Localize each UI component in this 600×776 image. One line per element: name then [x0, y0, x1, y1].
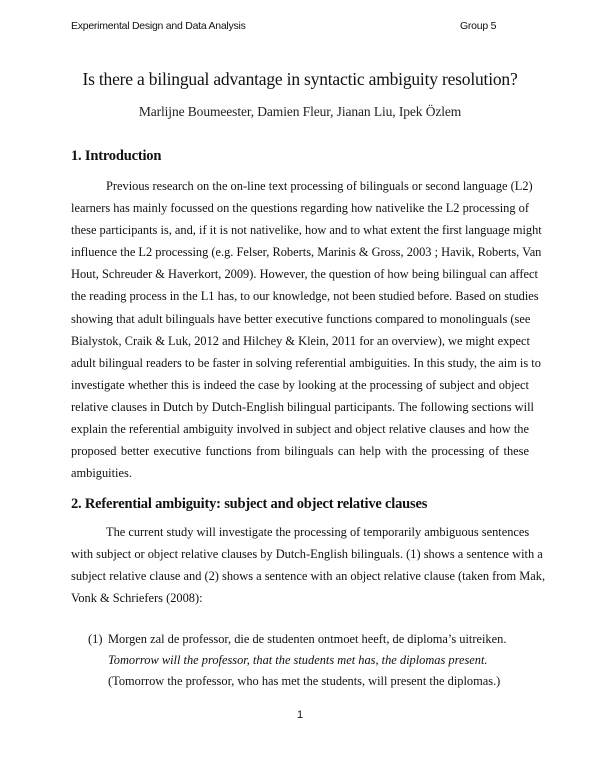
paragraph-line: Hout, Schreuder & Haverkort, 2009). However, the question of how being bilingual can affect [71, 267, 538, 282]
paragraph-line: learners has mainly focussed on the questions regarding how nativelike the L2 processing of [71, 201, 529, 216]
paragraph-line: subject relative clause and (2) shows a sentence with an object relative clause (taken from Mak, [71, 569, 546, 584]
referential-ambiguity-paragraph [71, 521, 546, 609]
paper-title: Is there a bilingual advantage in syntactic ambiguity resolution? [82, 69, 518, 89]
page-number: 1 [296, 709, 304, 721]
paper-authors: Marlijne Boumeester, Damien Fleur, Jianan Liu, Ipek Özlem [138, 104, 462, 119]
section-heading-introduction: 1. Introduction [71, 148, 162, 164]
paragraph-line: showing that adult bilinguals have better executive functions compared to monolinguals (see [71, 311, 531, 326]
example-number: (1) [88, 632, 103, 646]
header-course-title: Experimental Design and Data Analysis [71, 20, 246, 32]
paragraph-line: proposed better executive functions from bilinguals can help with the processing of these [71, 444, 529, 459]
example-dutch-sentence: Morgen zal de professor, die de studenten ontmoet heeft, de diploma’s uitreiken. [108, 632, 507, 646]
paragraph-line: Previous research on the on-line text processing of bilinguals or second language (L2) [106, 179, 533, 193]
paragraph-line: ambiguities. [71, 466, 132, 481]
paragraph-line: Bialystok, Craik & Luk, 2012 and Hilchey & Klein, 2011 for an overview), we might expect [71, 333, 530, 348]
paragraph-line: adult bilingual readers to be faster in solving referential ambiguities. In this study, the aim is to [71, 355, 541, 370]
paragraph-line: with subject or object relative clauses by Dutch-English bilinguals. (1) shows a sentence with a [71, 547, 543, 562]
paragraph-line: Vonk & Schriefers (2008): [71, 591, 203, 606]
introduction-paragraph [71, 175, 542, 484]
paragraph-line: these participants is, and, if it is not nativelike, how and to what extent the first language might [71, 223, 542, 238]
paragraph-line: the reading process in the L1 has, to our knowledge, not been studied before. Based on studies [71, 289, 539, 304]
example-gloss: Tomorrow will the professor, that the students met has, the diplomas present. [108, 653, 488, 667]
header-group-label: Group 5 [460, 20, 497, 32]
paragraph-line: influence the L2 processing (e.g. Felser, Roberts, Marinis & Gross, 2003 ; Havik, Roberts, Van [71, 245, 542, 260]
section-heading-referential-ambiguity: 2. Referential ambiguity: subject and object relative clauses [71, 496, 428, 512]
paragraph-line: relative clauses in Dutch by Dutch-English bilingual participants. The following sections will [71, 399, 534, 414]
paragraph-line: explain the referential ambiguity involved in subject and object relative clauses and how the [71, 422, 529, 437]
paragraph-line: investigate whether this is indeed the case by looking at the processing of subject and object [71, 377, 529, 392]
example-translation: (Tomorrow the professor, who has met the students, will present the diplomas.) [108, 674, 501, 688]
paragraph-line: The current study will investigate the processing of temporarily ambiguous sentences [106, 525, 530, 539]
